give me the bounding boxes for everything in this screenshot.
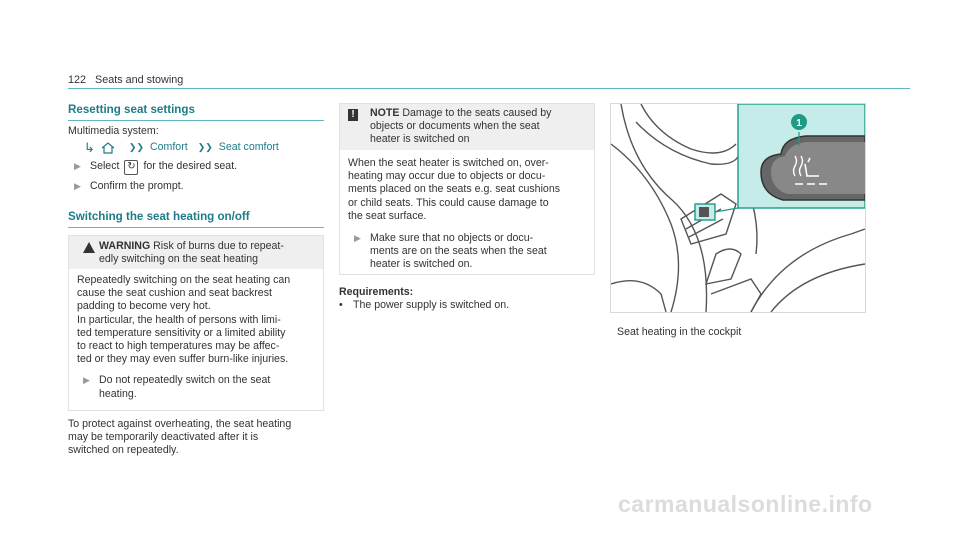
section-title: Seats and stowing [95, 74, 184, 86]
note-action-line: Make sure that no objects or docu- [370, 232, 534, 245]
paragraph-line: To protect against overheating, the seat heating [68, 418, 292, 430]
step-text: Confirm the prompt. [90, 180, 184, 192]
warning-headline-2: edly switching on the seat heating [99, 253, 259, 265]
note-action-line: heater is switched on. [370, 258, 473, 271]
warning-text-line: In particular, the health of persons with limi- [77, 313, 281, 326]
note-text-line: or child seats. This could cause damage to [348, 196, 549, 209]
note-body [340, 150, 594, 223]
requirements-heading: Requirements: [339, 286, 414, 298]
switching-heading-rule [68, 227, 324, 228]
warning-action-line: Do not repeatedly switch on the seat [99, 374, 271, 387]
note-headline: Damage to the seats caused by [402, 107, 552, 119]
resetting-heading: Resetting seat settings [68, 103, 195, 116]
header-rule [68, 88, 910, 89]
callout-label: 1 [796, 118, 802, 129]
chevron-right-icon: ❯❯ [197, 142, 213, 152]
warning-text-line: Repeatedly switching on the seat heating can [77, 274, 291, 286]
bullet-dot: • [339, 299, 343, 311]
path-arrow-icon: ↳ [84, 140, 95, 155]
warning-text-line: ted or they may even suffer burn-like injuries. [77, 353, 289, 366]
note-action-line: ments are on the seats when the seat [370, 245, 547, 258]
requirement-text: The power supply is switched on. [353, 299, 510, 311]
warning-headline: Risk of burns due to repeat- [153, 240, 284, 252]
warning-label: WARNING [99, 240, 151, 252]
path-item-comfort: Comfort [150, 141, 188, 153]
step-select [74, 160, 237, 175]
warning-body [69, 269, 323, 366]
note-text-line: When the seat heater is switched on, over- [348, 157, 549, 169]
note-text-line: the seat surface. [348, 209, 427, 222]
overheating-paragraph [68, 418, 291, 458]
step-confirm [74, 180, 184, 193]
step-triangle-icon: ▶ [354, 233, 361, 244]
note-headline-2: objects or documents when the seat [370, 120, 540, 132]
note-header [340, 104, 594, 150]
home-icon [101, 142, 115, 154]
warning-action-line: heating. [99, 387, 137, 400]
notice-icon: ! [348, 109, 358, 121]
step-triangle-icon: ▶ [74, 181, 81, 191]
switching-heading: Switching the seat heating on/off [68, 210, 250, 223]
cockpit-illustration [611, 104, 865, 312]
warning-text-line: cause the seat cushion and seat backrest [77, 287, 272, 300]
requirements-item [339, 299, 509, 312]
warning-icon [83, 242, 95, 253]
seat-heating-figure [610, 103, 866, 313]
path-item-seat-comfort: Seat comfort [218, 141, 279, 153]
paragraph-line: switched on repeatedly. [68, 444, 179, 457]
step-triangle-icon: ▶ [83, 375, 90, 386]
note-headline-3: heater is switched on [370, 133, 470, 145]
path-intro: Multimedia system: [68, 125, 159, 137]
note-box [339, 103, 595, 275]
resetting-heading-rule [68, 120, 324, 121]
note-text-line: ments placed on the seats e.g. seat cushions [348, 183, 561, 196]
figure-caption: Seat heating in the cockpit [617, 326, 742, 338]
step-text: Select [90, 160, 120, 172]
page-number: 122 [68, 74, 87, 86]
note-text-line: heating may occur due to objects or docu- [348, 170, 546, 183]
menu-path [84, 141, 279, 154]
warning-action [69, 366, 323, 400]
warning-text-line: ted temperature sensitivity or a limited ability [77, 326, 286, 339]
warning-header [69, 236, 323, 269]
warning-box [68, 235, 324, 411]
note-action [340, 223, 594, 272]
note-label: NOTE [370, 107, 400, 119]
step-text: for the desired seat. [143, 160, 238, 172]
warning-text-line: to react to high temperatures may be affec- [77, 340, 280, 353]
step-triangle-icon: ▶ [74, 161, 81, 171]
warning-text-line: padding to become very hot. [77, 300, 211, 313]
seat-reset-icon: ↻ [124, 160, 138, 175]
page-header [68, 74, 183, 87]
chevron-right-icon: ❯❯ [128, 142, 144, 152]
watermark: carmanualsonline.info [618, 491, 873, 517]
paragraph-line: may be temporarily deactivated after it is [68, 431, 259, 444]
